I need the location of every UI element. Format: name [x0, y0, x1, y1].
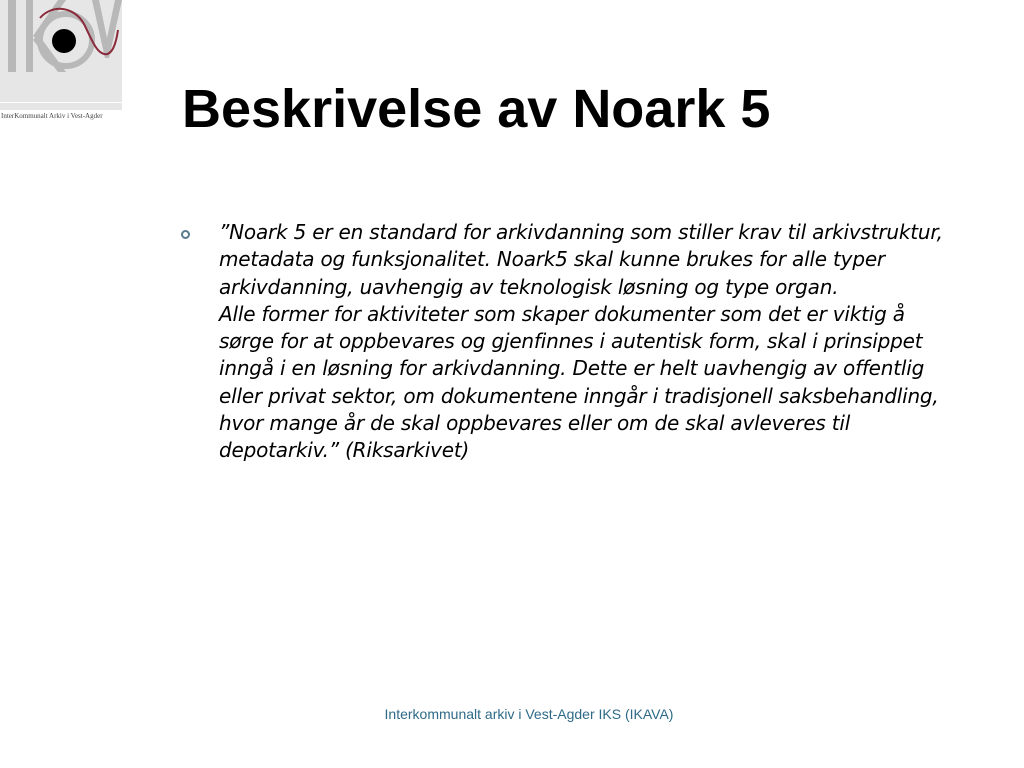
slide-title: Beskrivelse av Noark 5: [182, 79, 771, 139]
bullet-text: [219, 219, 960, 465]
bullet-item: [180, 219, 960, 465]
ikava-logo: [0, 0, 122, 124]
bullet-list: [180, 219, 960, 465]
bullet-circle-icon: [181, 230, 190, 239]
bullet-paragraph-2: Alle former for aktiviteter som skaper dokumenter som det er viktig å sørge for at oppbevares og gjenfinnes i autentisk form, skal i prinsippet inngå i en løsning for arkivdanning. Dette er helt uavhengig av offentlig eller privat sektor, om dokumentene inngår i tradisjonell saksbehandling, hvor mange år de skal oppbevares eller om de skal avleveres til depotarkiv.” (Riksarkivet): [219, 301, 939, 463]
footer-text: Interkommunalt arkiv i Vest-Agder IKS (IKAVA): [384, 706, 674, 722]
logo-caption: InterKommunalt Arkiv i Vest-Agder: [1, 112, 103, 120]
bullet-paragraph-1: ”Noark 5 er en standard for arkivdanning som stiller krav til arkivstruktur, metadata og funksjonalitet. Noark5 skal kunne brukes for alle typer arkivdanning, uavhengig av teknologisk løsning og type organ.: [219, 220, 943, 299]
